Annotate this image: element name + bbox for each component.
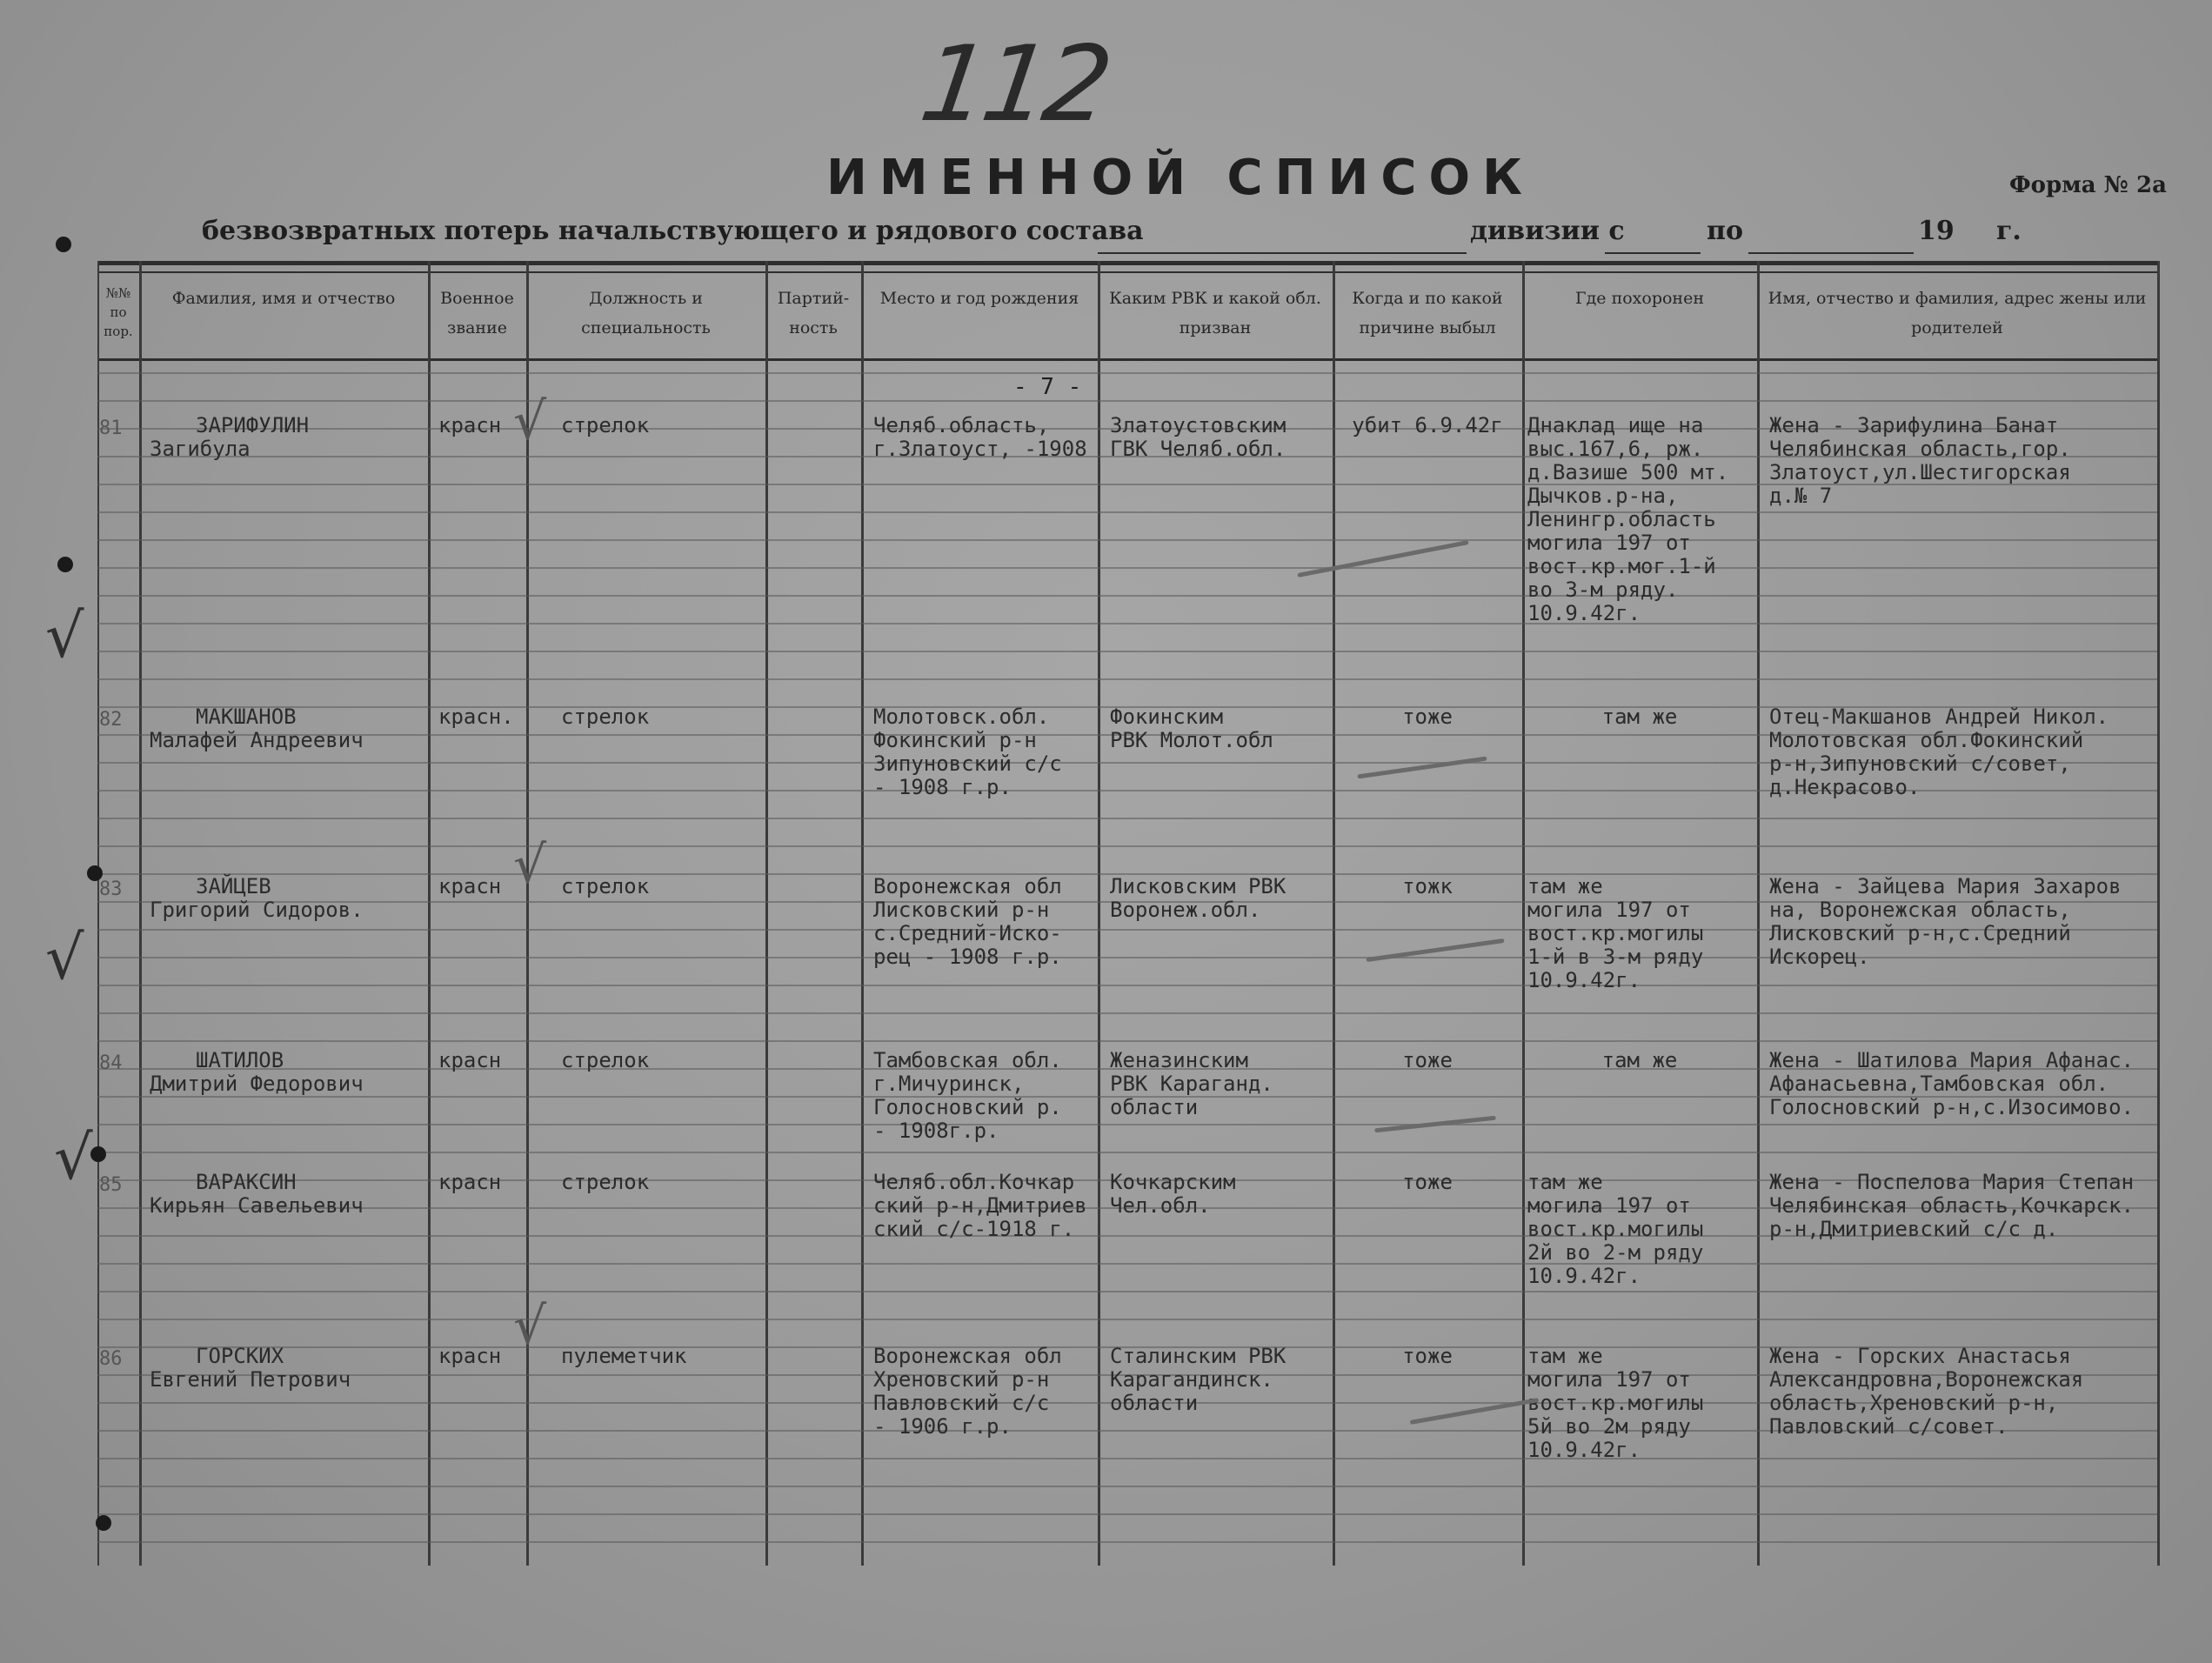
column-header: Каким РВК и какой обл. призван: [1109, 289, 1321, 337]
blank-from: [1605, 252, 1701, 254]
ruled-line: [97, 651, 2157, 652]
row-number: 85: [99, 1174, 123, 1196]
birth-place: Воронежская обл Лисковский р-н с.Средний-Иско- рец - 1908 г.р.: [873, 875, 1062, 969]
document-title: ИМЕННОЙ СПИСОК: [826, 150, 1534, 206]
relatives-address: Жена - Шатилова Мария Афанас. Афанасьевна,Тамбовская обл. Голосновский р-н,с.Изосимово.: [1769, 1049, 2135, 1119]
column-header: №№ по пор.: [104, 285, 133, 339]
soldier-surname: ГОРСКИХ: [196, 1344, 284, 1368]
column-header: Место и год рождения: [879, 289, 1079, 308]
military-rank: красн: [438, 1048, 502, 1072]
military-rank: красн: [438, 413, 502, 437]
soldier-surname: МАКШАНОВ: [196, 705, 297, 729]
departure-reason: тоже: [1402, 705, 1453, 729]
punch-hole: [87, 865, 103, 881]
position: пулеметчик: [561, 1344, 687, 1368]
pencil-stroke: [1357, 757, 1487, 779]
relatives-address: Отец-Макшанов Андрей Никол. Молотовская обл.Фокинский р-н,Зипуновский с/совет, д.Некрасово.: [1769, 705, 2109, 799]
blank-to: [1748, 252, 1914, 254]
ruled-line: [97, 1152, 2157, 1153]
ruled-line: [97, 511, 2157, 513]
column-header: Где похоронен: [1575, 289, 1704, 308]
ruled-line: [97, 1541, 2157, 1543]
ruled-line: [97, 1263, 2157, 1265]
conscription-office: Фокинским РВК Молот.обл: [1110, 705, 1273, 752]
ruled-line: [97, 678, 2157, 680]
burial-place: там же: [1601, 705, 1678, 729]
pencil-stroke: [1366, 938, 1504, 962]
conscription-office: Женазинским РВК Караганд. области: [1110, 1049, 1273, 1119]
check-mark: √: [513, 1296, 547, 1357]
soldier-given-name: Загибула: [150, 437, 251, 461]
punch-hole: [96, 1515, 111, 1531]
birth-place: Молотовск.обл. Фокинский р-н Зипуновский с/с - 1908 г.р.: [873, 705, 1062, 799]
soldier-given-name: Евгений Петрович: [150, 1367, 351, 1392]
ruled-line: [97, 845, 2157, 847]
position: стрелок: [561, 705, 650, 729]
military-rank: красн: [438, 1170, 502, 1194]
subtitle-division: дивизии с: [1470, 216, 1625, 246]
row-number: 84: [99, 1052, 123, 1074]
header-bottom-rule: [97, 358, 2157, 361]
relatives-address: Жена - Зайцева Мария Захаров на, Воронежская область, Лисковский р-н,с.Средний Искорец.: [1769, 875, 2122, 969]
burial-place: там же могила 197 от вост.кр.могилы 1-й в 3-м ряду 10.9.42г.: [1527, 875, 1704, 992]
ruled-line: [97, 400, 2157, 402]
soldier-given-name: Дмитрий Федорович: [150, 1072, 364, 1096]
ruled-line: [97, 623, 2157, 624]
page-marker: - 7 -: [1013, 374, 1082, 400]
column-header: Фамилия, имя и отчество: [171, 289, 396, 308]
soldier-given-name: Малафей Андреевич: [150, 728, 364, 752]
relatives-address: Жена - Поспелова Мария Степан Челябинская область,Кочкарск. р-н,Дмитриевский с/с д.: [1769, 1171, 2135, 1241]
soldier-surname: ВАРАКСИН: [196, 1170, 297, 1194]
ruled-line: [97, 818, 2157, 819]
ruled-line: [97, 1319, 2157, 1320]
ruled-line: [97, 985, 2157, 986]
check-mark: √: [513, 835, 547, 896]
conscription-office: Кочкарским Чел.обл.: [1110, 1171, 1236, 1218]
soldier-surname: ЗАРИФУЛИН: [196, 413, 310, 437]
conscription-office: Лисковским РВК Воронеж.обл.: [1110, 875, 1286, 922]
burial-place: там же могила 197 от вост.кр.могилы 2й во 2-м ряду 10.9.42г.: [1527, 1171, 1704, 1288]
ruled-line: [97, 1291, 2157, 1292]
position: стрелок: [561, 874, 650, 898]
military-rank: красн: [438, 874, 502, 898]
military-rank: красн: [438, 1344, 502, 1368]
burial-place: там же могила 197 от вост.кр.могилы 5й во 2м ряду 10.9.42г.: [1527, 1345, 1704, 1462]
ruled-line: [97, 1513, 2157, 1515]
subtitle-year-prefix: 19: [1918, 216, 1955, 246]
column-header: Партий-ность: [777, 289, 850, 337]
departure-reason: тоже: [1402, 1049, 1453, 1072]
check-mark: √: [513, 391, 547, 452]
column-header: Имя, отчество и фамилия, адрес жены или родителей: [1768, 289, 2147, 337]
row-number: 81: [99, 417, 123, 439]
position: стрелок: [561, 1170, 650, 1194]
subtitle-lead: безвозвратных потерь начальствующего и рядового состава: [202, 216, 1144, 246]
subtitle-to: по: [1707, 216, 1743, 246]
pencil-stroke: [1297, 540, 1468, 578]
subtitle-year-suffix: г.: [1996, 216, 2022, 246]
punch-hole: [56, 237, 71, 252]
ruled-line: [97, 1458, 2157, 1459]
ruled-line: [97, 1486, 2157, 1487]
birth-place: Челяб.область, г.Златоуст, -1908: [873, 414, 1087, 461]
blank-division: [1098, 252, 1467, 254]
soldier-surname: ЗАЙЦЕВ: [196, 874, 271, 898]
soldier-given-name: Григорий Сидоров.: [150, 898, 364, 922]
departure-reason: убит 6.9.42г: [1352, 414, 1503, 437]
birth-place: Тамбовская обл. г.Мичуринск, Голосновский р. - 1908г.р.: [873, 1049, 1062, 1143]
ruled-line: [97, 595, 2157, 597]
column-header: Военное звание: [440, 289, 514, 337]
ruled-line: [97, 372, 2157, 374]
ruled-line: [97, 1040, 2157, 1042]
form-number: Форма № 2а: [2009, 172, 2167, 198]
ruled-line: [97, 1124, 2157, 1125]
burial-place: Днаклад ище на выс.167,6, рж. д.Вазише 500 мт. Дычков.р-на, Ленингр.область могила 197 от вост.кр.мог.1-й во 3-м ряду. 10.9.42г.: [1527, 414, 1729, 625]
departure-reason: тоже: [1402, 1171, 1453, 1194]
row-number: 82: [99, 709, 123, 731]
departure-reason: тоже: [1402, 1345, 1453, 1368]
relatives-address: Жена - Зарифулина Банат Челябинская область,гор. Златоуст,ул.Шестигорская д.№ 7: [1769, 414, 2071, 508]
relatives-address: Жена - Горских Анастасья Александровна,Воронежская область,Хреновский р-н, Павловский с/совет.: [1769, 1345, 2084, 1439]
column-header: Когда и по какой причине выбыл: [1352, 289, 1503, 337]
ruled-line: [97, 1012, 2157, 1014]
table-top-rule-2: [97, 271, 2157, 273]
table-top-rule: [97, 261, 2157, 265]
military-rank: красн.: [438, 705, 514, 729]
birth-place: Воронежская обл Хреновский р-н Павловский с/с - 1906 г.р.: [873, 1345, 1062, 1439]
check-mark: √: [54, 1122, 93, 1193]
check-mark: √: [45, 600, 84, 671]
position: стрелок: [561, 413, 650, 437]
departure-reason: тожк: [1402, 875, 1453, 898]
soldier-given-name: Кирьян Савельевич: [150, 1193, 364, 1218]
burial-place: там же: [1601, 1049, 1678, 1072]
conscription-office: Сталинским РВК Карагандинск. области: [1110, 1345, 1286, 1415]
punch-hole: [57, 557, 73, 572]
ruled-line: [97, 539, 2157, 541]
row-number: 86: [99, 1348, 123, 1370]
archive-number: 112: [913, 24, 1114, 145]
check-mark: √: [45, 922, 84, 993]
position: стрелок: [561, 1048, 650, 1072]
row-number: 83: [99, 878, 123, 900]
ruled-line: [97, 567, 2157, 569]
soldier-surname: ШАТИЛОВ: [196, 1048, 284, 1072]
birth-place: Челяб.обл.Кочкар ский р-н,Дмитриев ский с/с-1918 г.: [873, 1171, 1087, 1241]
column-header: Должность и специальность: [581, 289, 711, 337]
conscription-office: Златоустовским ГВК Челяб.обл.: [1110, 414, 1286, 461]
